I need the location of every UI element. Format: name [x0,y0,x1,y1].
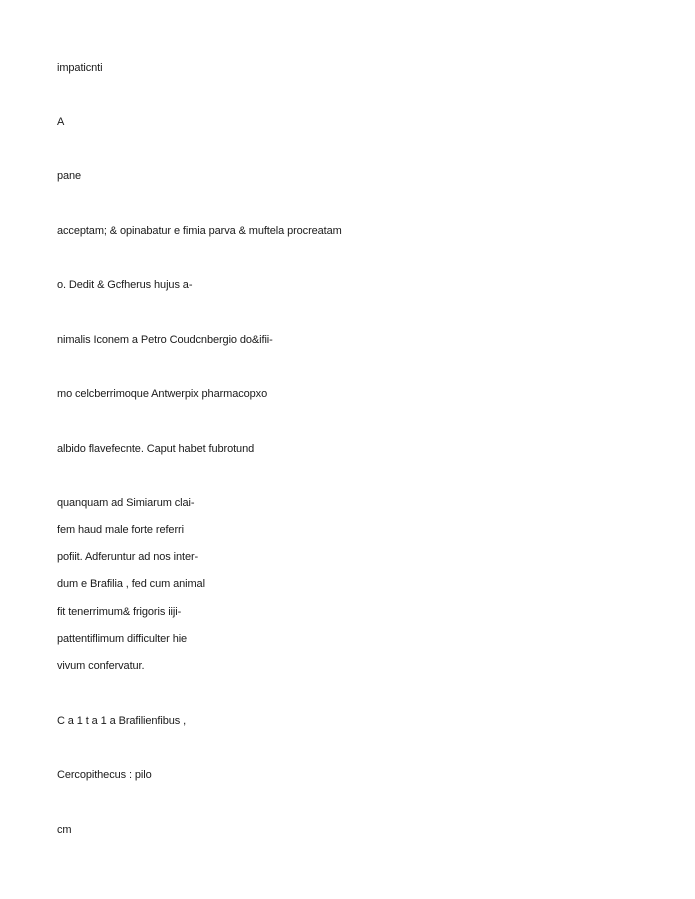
text-line: A [57,116,65,128]
text-line: pane [57,170,82,182]
text-line: fem haud male forte referri [57,524,184,536]
text-line: mo celcberrimoque Antwerpix pharmacopxo [57,388,268,400]
text-line: Cercopithecus : pilo [57,769,152,781]
text-line: cm [57,824,72,836]
text-line: albido flavefecnte. Caput habet fubrotund [57,443,255,455]
text-line: pofiit. Adferuntur ad nos inter- [57,551,199,563]
text-line: nimalis Iconem a Petro Coudcnbergio do&ifii- [57,334,273,346]
text-line: vivum confervatur. [57,660,145,672]
text-line: impaticnti [57,62,103,74]
text-line: quanquam ad Simiarum clai- [57,497,195,509]
text-line: dum e Brafilia , fed cum animal [57,578,205,590]
text-line: acceptam; & opinabatur e fimia parva & muftela procreatam [57,225,342,237]
text-line: fit tenerrimum& frigoris iiji- [57,606,182,618]
text-line: pattentiflimum difficulter hie [57,633,188,645]
text-line: C a 1 t a 1 a Brafilienfibus , [57,715,187,727]
text-line: o. Dedit & Gcfherus hujus a- [57,279,193,291]
